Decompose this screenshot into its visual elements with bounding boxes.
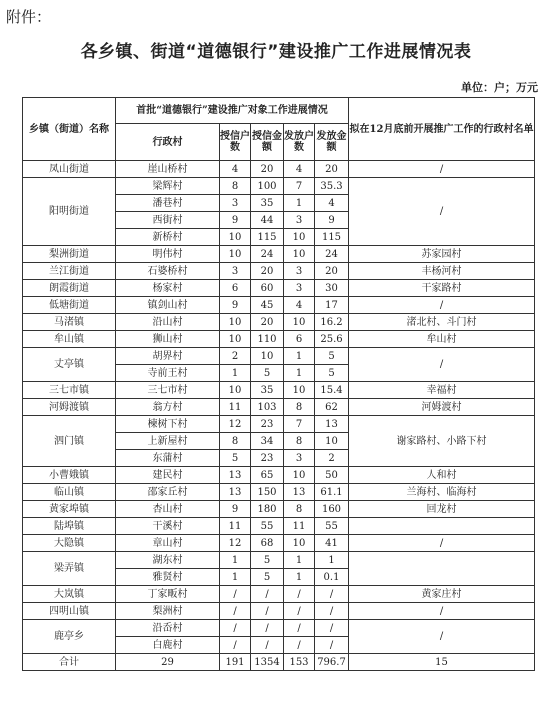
town-name-cell: 梨洲街道 — [23, 246, 116, 263]
town-name-cell: 三七市镇 — [23, 382, 116, 399]
credit-households-cell: 8 — [220, 433, 251, 450]
town-name-cell: 鹿亭乡 — [23, 620, 116, 654]
loan-amount-cell: 24 — [315, 246, 349, 263]
loan-households-cell: 3 — [284, 212, 315, 229]
loan-amount-cell: 20 — [315, 161, 349, 178]
loan-households-cell: / — [284, 603, 315, 620]
credit-households-cell: 1 — [220, 552, 251, 569]
loan-households-cell: 10 — [284, 467, 315, 484]
credit-amount-cell: 180 — [251, 501, 284, 518]
planned-villages-cell: / — [349, 178, 535, 246]
credit-amount-cell: 23 — [251, 416, 284, 433]
town-name-cell: 陆埠镇 — [23, 518, 116, 535]
credit-amount-cell: 150 — [251, 484, 284, 501]
town-name-cell: 阳明街道 — [23, 178, 116, 246]
planned-villages-cell: / — [349, 297, 535, 314]
loan-amount-cell: / — [315, 603, 349, 620]
table-row — [23, 348, 535, 365]
credit-households-cell: / — [220, 586, 251, 603]
town-name-cell: 河姆渡镇 — [23, 399, 116, 416]
planned-villages-cell: 丰杨河村 — [349, 263, 535, 280]
table-row — [23, 399, 535, 416]
village-cell: 邵家丘村 — [116, 484, 220, 501]
credit-households-cell: 5 — [220, 450, 251, 467]
credit-amount-cell: 103 — [251, 399, 284, 416]
loan-households-cell: 1 — [284, 195, 315, 212]
village-cell: 镇剑山村 — [116, 297, 220, 314]
credit-households-cell: 13 — [220, 467, 251, 484]
credit-households-cell: 9 — [220, 212, 251, 229]
planned-villages-cell: 谢家路村、小路下村 — [349, 416, 535, 467]
village-cell: 潘巷村 — [116, 195, 220, 212]
loan-households-cell: / — [284, 637, 315, 654]
loan-amount-cell: 5 — [315, 348, 349, 365]
loan-amount-cell: 30 — [315, 280, 349, 297]
credit-households-cell: 4 — [220, 161, 251, 178]
loan-amount-cell: 10 — [315, 433, 349, 450]
village-cell: 胡界村 — [116, 348, 220, 365]
loan-households-cell: 10 — [284, 382, 315, 399]
loan-amount-cell: / — [315, 586, 349, 603]
loan-households-cell: 3 — [284, 450, 315, 467]
village-cell: 东蒲村 — [116, 450, 220, 467]
total-loan-households-cell: 153 — [284, 654, 315, 671]
credit-amount-cell: 5 — [251, 569, 284, 586]
credit-amount-cell: / — [251, 603, 284, 620]
header-town: 乡镇（街道）名称 — [23, 98, 116, 161]
loan-amount-cell: 25.6 — [315, 331, 349, 348]
loan-households-cell: 13 — [284, 484, 315, 501]
table-row — [23, 331, 535, 348]
total-row — [23, 654, 535, 671]
town-name-cell: 临山镇 — [23, 484, 116, 501]
table-row — [23, 518, 535, 535]
loan-amount-cell: 15.4 — [315, 382, 349, 399]
loan-amount-cell: 62 — [315, 399, 349, 416]
planned-villages-cell: / — [349, 620, 535, 654]
credit-amount-cell: 5 — [251, 365, 284, 382]
credit-households-cell: 12 — [220, 535, 251, 552]
credit-amount-cell: 110 — [251, 331, 284, 348]
town-name-cell: 马渚镇 — [23, 314, 116, 331]
credit-amount-cell: 44 — [251, 212, 284, 229]
total-label-cell: 合计 — [23, 654, 116, 671]
credit-households-cell: 10 — [220, 331, 251, 348]
credit-households-cell: 8 — [220, 178, 251, 195]
loan-amount-cell: 35.3 — [315, 178, 349, 195]
loan-households-cell: 1 — [284, 552, 315, 569]
table-row — [23, 535, 535, 552]
header-credit-households: 授信户数 — [220, 124, 251, 161]
village-cell: 杨家村 — [116, 280, 220, 297]
loan-amount-cell: 16.2 — [315, 314, 349, 331]
loan-amount-cell: 1 — [315, 552, 349, 569]
credit-households-cell: 10 — [220, 314, 251, 331]
credit-households-cell: 13 — [220, 484, 251, 501]
table-row — [23, 280, 535, 297]
planned-villages-cell: 牟山村 — [349, 331, 535, 348]
loan-amount-cell: 20 — [315, 263, 349, 280]
town-name-cell: 朗霞街道 — [23, 280, 116, 297]
credit-amount-cell: 55 — [251, 518, 284, 535]
town-name-cell: 大隐镇 — [23, 535, 116, 552]
loan-households-cell: 10 — [284, 246, 315, 263]
page-title: 各乡镇、街道“道德银行”建设推广工作进展情况表 — [80, 42, 472, 62]
village-cell: 楝树下村 — [116, 416, 220, 433]
village-cell: 章山村 — [116, 535, 220, 552]
table-row — [23, 467, 535, 484]
header-loan-amount: 发放金额 — [315, 124, 349, 161]
planned-villages-cell: 渚北村、斗门村 — [349, 314, 535, 331]
village-cell: 三七市村 — [116, 382, 220, 399]
town-name-cell: 丈亭镇 — [23, 348, 116, 382]
loan-households-cell: 8 — [284, 501, 315, 518]
loan-amount-cell: 0.1 — [315, 569, 349, 586]
header-village: 行政村 — [116, 124, 220, 161]
town-name-cell: 黄家埠镇 — [23, 501, 116, 518]
credit-households-cell: 9 — [220, 297, 251, 314]
village-cell: 梨洲村 — [116, 603, 220, 620]
header-credit-amount: 授信金额 — [251, 124, 284, 161]
town-name-cell: 泗门镇 — [23, 416, 116, 467]
village-cell: 白鹿村 — [116, 637, 220, 654]
town-name-cell: 大岚镇 — [23, 586, 116, 603]
planned-villages-cell: / — [349, 535, 535, 552]
planned-villages-cell: 河姆渡村 — [349, 399, 535, 416]
credit-households-cell: 6 — [220, 280, 251, 297]
credit-households-cell: 9 — [220, 501, 251, 518]
credit-households-cell: 1 — [220, 569, 251, 586]
credit-amount-cell: 45 — [251, 297, 284, 314]
village-cell: 上新屋村 — [116, 433, 220, 450]
village-cell: 石婆桥村 — [116, 263, 220, 280]
planned-villages-cell: 幸福村 — [349, 382, 535, 399]
credit-amount-cell: 20 — [251, 161, 284, 178]
village-cell: 丁家畈村 — [116, 586, 220, 603]
loan-amount-cell: 4 — [315, 195, 349, 212]
village-cell: 湖东村 — [116, 552, 220, 569]
table-body — [23, 161, 535, 671]
header-loan-households: 发放户数 — [284, 124, 315, 161]
credit-households-cell: / — [220, 603, 251, 620]
loan-households-cell: 7 — [284, 416, 315, 433]
credit-households-cell: 10 — [220, 229, 251, 246]
credit-households-cell: 10 — [220, 382, 251, 399]
header-group: 首批“道德银行”建设推广对象工作进展情况 — [116, 98, 349, 124]
planned-villages-cell: 人和村 — [349, 467, 535, 484]
village-cell: 狮山村 — [116, 331, 220, 348]
village-cell: 新桥村 — [116, 229, 220, 246]
loan-amount-cell: 9 — [315, 212, 349, 229]
town-name-cell: 低塘街道 — [23, 297, 116, 314]
credit-amount-cell: 24 — [251, 246, 284, 263]
credit-amount-cell: 115 — [251, 229, 284, 246]
planned-villages-cell: / — [349, 161, 535, 178]
loan-households-cell: 10 — [284, 535, 315, 552]
credit-amount-cell: 10 — [251, 348, 284, 365]
loan-amount-cell: 13 — [315, 416, 349, 433]
credit-amount-cell: 100 — [251, 178, 284, 195]
table-row — [23, 382, 535, 399]
loan-amount-cell: 55 — [315, 518, 349, 535]
village-cell: 寺前王村 — [116, 365, 220, 382]
credit-households-cell: 3 — [220, 195, 251, 212]
credit-amount-cell: 20 — [251, 263, 284, 280]
town-name-cell: 凤山街道 — [23, 161, 116, 178]
credit-amount-cell: 35 — [251, 382, 284, 399]
credit-amount-cell: / — [251, 620, 284, 637]
credit-amount-cell: 23 — [251, 450, 284, 467]
loan-households-cell: 10 — [284, 229, 315, 246]
village-cell: 梁辉村 — [116, 178, 220, 195]
loan-amount-cell: / — [315, 620, 349, 637]
credit-amount-cell: / — [251, 637, 284, 654]
loan-households-cell: 4 — [284, 161, 315, 178]
credit-amount-cell: 34 — [251, 433, 284, 450]
table-row — [23, 161, 535, 178]
credit-amount-cell: 68 — [251, 535, 284, 552]
loan-households-cell: 4 — [284, 297, 315, 314]
village-cell: 明伟村 — [116, 246, 220, 263]
total-credit-amount-cell: 1354 — [251, 654, 284, 671]
loan-households-cell: 11 — [284, 518, 315, 535]
planned-villages-cell: 回龙村 — [349, 501, 535, 518]
town-name-cell: 兰江街道 — [23, 263, 116, 280]
loan-amount-cell: / — [315, 637, 349, 654]
planned-villages-cell — [349, 518, 535, 535]
credit-households-cell: 11 — [220, 518, 251, 535]
table-row — [23, 314, 535, 331]
credit-amount-cell: 5 — [251, 552, 284, 569]
credit-households-cell: 12 — [220, 416, 251, 433]
village-cell: 干溪村 — [116, 518, 220, 535]
credit-households-cell: 3 — [220, 263, 251, 280]
total-loan-amount-cell: 796.7 — [315, 654, 349, 671]
attachment-label: 附件： — [6, 8, 52, 26]
loan-households-cell: / — [284, 620, 315, 637]
town-name-cell: 小曹娥镇 — [23, 467, 116, 484]
town-name-cell: 牟山镇 — [23, 331, 116, 348]
loan-households-cell: 10 — [284, 314, 315, 331]
loan-amount-cell: 50 — [315, 467, 349, 484]
credit-amount-cell: 35 — [251, 195, 284, 212]
credit-households-cell: / — [220, 637, 251, 654]
planned-villages-cell — [349, 552, 535, 586]
loan-amount-cell: 115 — [315, 229, 349, 246]
village-cell: 沿山村 — [116, 314, 220, 331]
village-cell: 崖山桥村 — [116, 161, 220, 178]
credit-households-cell: 2 — [220, 348, 251, 365]
planned-villages-cell: 兰海村、临海村 — [349, 484, 535, 501]
total-planned-cell: 15 — [349, 654, 535, 671]
table-row — [23, 552, 535, 569]
loan-amount-cell: 61.1 — [315, 484, 349, 501]
total-villages-cell: 29 — [116, 654, 220, 671]
village-cell: 沿岙村 — [116, 620, 220, 637]
planned-villages-cell: 苏家园村 — [349, 246, 535, 263]
loan-amount-cell: 5 — [315, 365, 349, 382]
planned-villages-cell: / — [349, 348, 535, 382]
planned-villages-cell: 干家路村 — [349, 280, 535, 297]
total-credit-households-cell: 191 — [220, 654, 251, 671]
loan-households-cell: 6 — [284, 331, 315, 348]
village-cell: 杏山村 — [116, 501, 220, 518]
credit-amount-cell: 60 — [251, 280, 284, 297]
village-cell: 西街村 — [116, 212, 220, 229]
header-planned: 拟在12月底前开展推广工作的行政村名单 — [349, 98, 535, 161]
loan-amount-cell: 2 — [315, 450, 349, 467]
credit-amount-cell: / — [251, 586, 284, 603]
town-name-cell: 梁弄镇 — [23, 552, 116, 586]
credit-households-cell: / — [220, 620, 251, 637]
village-cell: 翁方村 — [116, 399, 220, 416]
loan-households-cell: 3 — [284, 263, 315, 280]
credit-households-cell: 11 — [220, 399, 251, 416]
loan-households-cell: 8 — [284, 433, 315, 450]
table-row — [23, 484, 535, 501]
progress-table — [22, 97, 535, 671]
table-row — [23, 586, 535, 603]
planned-villages-cell: 黄家庄村 — [349, 586, 535, 603]
table-row — [23, 178, 535, 195]
town-name-cell: 四明山镇 — [23, 603, 116, 620]
loan-households-cell: 1 — [284, 569, 315, 586]
loan-households-cell: 1 — [284, 348, 315, 365]
loan-amount-cell: 160 — [315, 501, 349, 518]
village-cell: 建民村 — [116, 467, 220, 484]
loan-households-cell: 1 — [284, 365, 315, 382]
table-row — [23, 620, 535, 637]
table-row — [23, 501, 535, 518]
planned-villages-cell: / — [349, 603, 535, 620]
credit-amount-cell: 65 — [251, 467, 284, 484]
table-row — [23, 246, 535, 263]
unit-label: 单位：户；万元 — [461, 81, 538, 94]
table-row — [23, 297, 535, 314]
village-cell: 雅贤村 — [116, 569, 220, 586]
credit-amount-cell: 20 — [251, 314, 284, 331]
loan-households-cell: 7 — [284, 178, 315, 195]
loan-amount-cell: 41 — [315, 535, 349, 552]
loan-households-cell: / — [284, 586, 315, 603]
credit-households-cell: 1 — [220, 365, 251, 382]
credit-households-cell: 10 — [220, 246, 251, 263]
loan-households-cell: 3 — [284, 280, 315, 297]
table-row — [23, 263, 535, 280]
table-row — [23, 603, 535, 620]
loan-households-cell: 8 — [284, 399, 315, 416]
loan-amount-cell: 17 — [315, 297, 349, 314]
table-row — [23, 416, 535, 433]
